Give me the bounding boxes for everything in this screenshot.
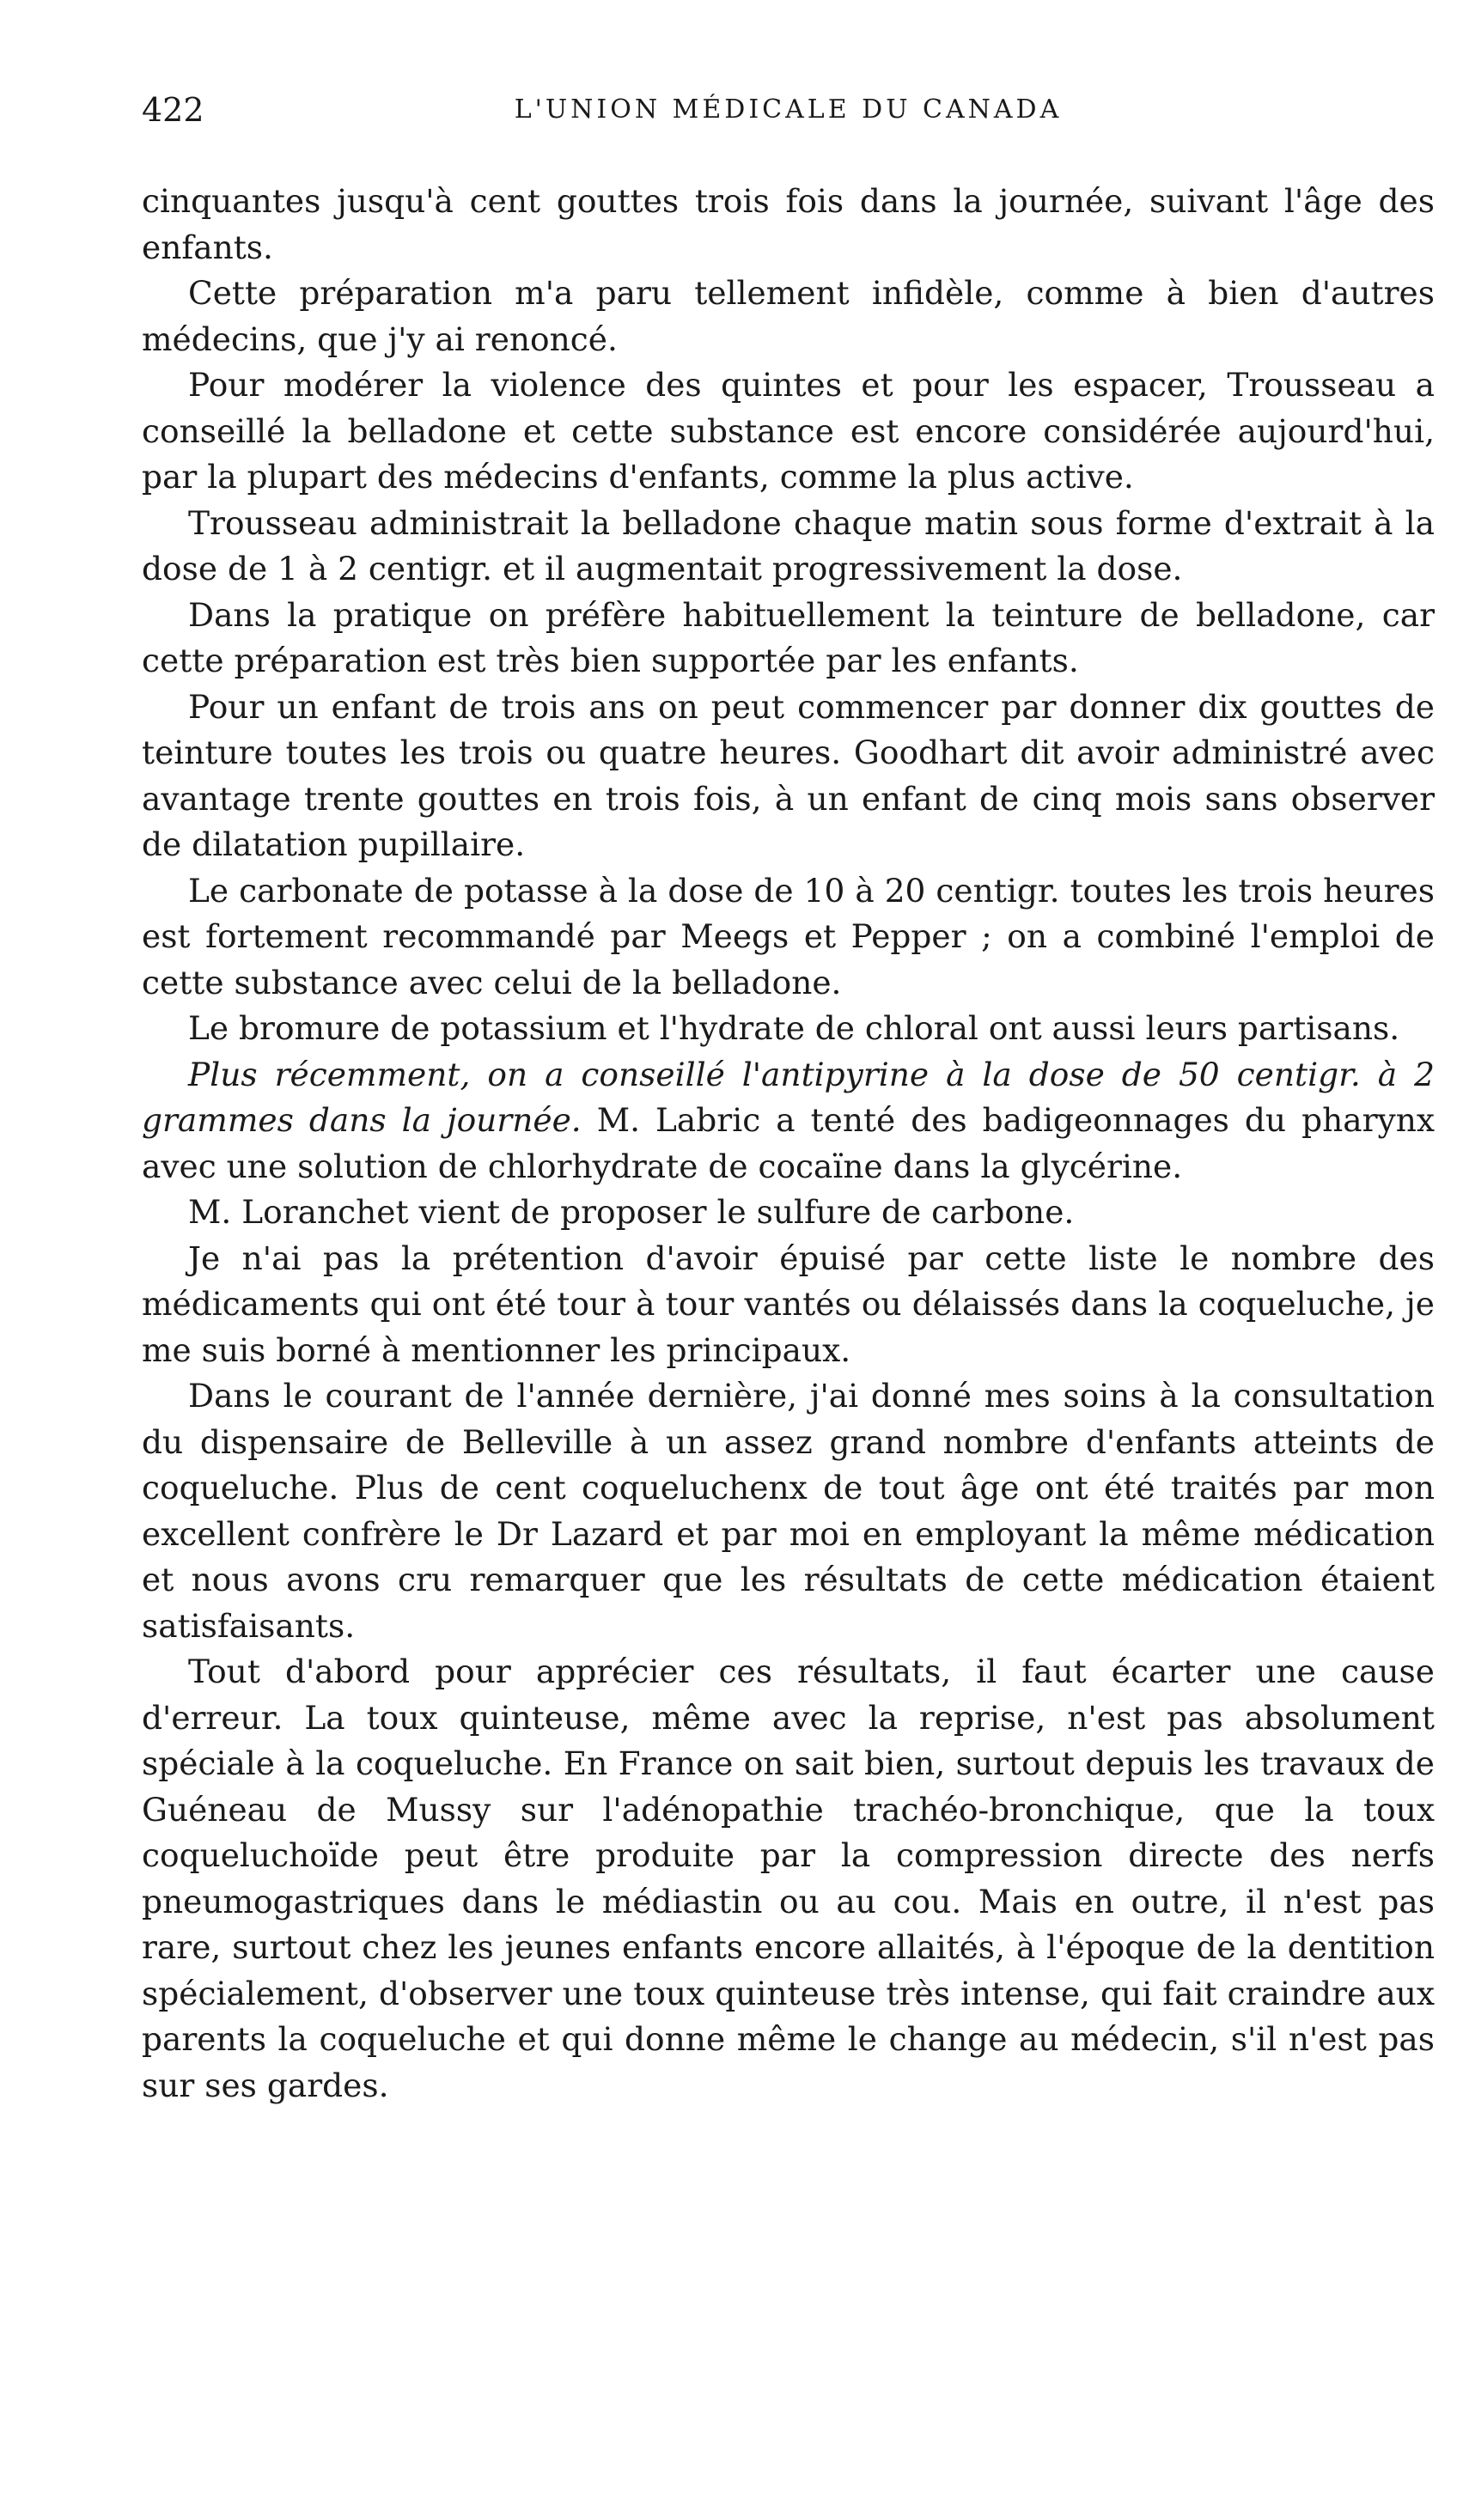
- running-header: [142, 86, 1435, 134]
- paragraph: Je n'ai pas la prétention d'avoir épuisé par cette liste le nombre des médicaments qui ont été tour à tour vantés ou délaissés dans la coqueluche, je me suis borné à mentionner les principaux.: [142, 1239, 1435, 1369]
- paragraph-rest: M. Labric a tenté des badigeonnages du pharynx avec une solution de chlorhydrate de cocaïne dans la glycérine.: [142, 1101, 1435, 1185]
- paragraph: Dans la pratique on préfère habituellement la teinture de belladone, car cette préparation est très bien supportée par les enfants.: [142, 595, 1435, 679]
- body-text: [142, 179, 1435, 2109]
- paragraph: M. Loranchet vient de proposer le sulfure de carbone.: [188, 1193, 1075, 1231]
- paragraph: Tout d'abord pour apprécier ces résultats, il faut écarter une cause d'erreur. La toux quinteuse, même avec la reprise, n'est pas absolument spéciale à la coqueluche. En France on sait bien, surtout depuis les travaux de Guéneau de Mussy sur l'adénopathie trachéo-bronchique, que la toux coqueluchoïde peut être produite par la compression directe des nerfs pneumogastriques dans le médiastin ou au cou. Mais en outre, il n'est pas rare, surtout chez les jeunes enfants encore allaités, à l'époque de la dentition spécialement, d'observer une toux quinteuse très intense, qui fait craindre aux parents la coqueluche et qui donne même le change au médecin, s'il n'est pas sur ses gardes.: [142, 1653, 1435, 2104]
- paragraph: Dans le courant de l'année dernière, j'ai donné mes soins à la consultation du dispensaire de Belleville à un assez grand nombre d'enfants atteints de coqueluche. Plus de cent coqueluchenx de tout âge ont été traités par mon excellent confrère le Dr Lazard et par moi en employant la même médication et nous avons cru remarquer que les résultats de cette médication étaient satisfaisants.: [142, 1377, 1435, 1645]
- italic-lead: Plus récemment, on a conseillé l'antipyrine à la dose de 50 centigr. à 2 grammes dans la journée.: [142, 1055, 1435, 1139]
- journal-title: L'UNION MÉDICALE DU CANADA: [514, 94, 1063, 125]
- paragraph: Pour un enfant de trois ans on peut commencer par donner dix gouttes de teinture toutes les trois ou quatre heures. Goodhart dit avoir administré avec avantage trente gouttes en trois fois, à un enfant de cinq mois sans observer de dilatation pupillaire.: [142, 687, 1435, 863]
- paragraph-antipyrine: [142, 1052, 1435, 1190]
- page-number: 422: [142, 91, 204, 129]
- paragraph-continued: cinquantes jusqu'à cent gouttes trois fois dans la journée, suivant l'âge des enfants.: [142, 182, 1435, 266]
- paragraph: Cette préparation m'a paru tellement infidèle, comme à bien d'autres médecins, que j'y ai renoncé.: [142, 274, 1435, 358]
- paragraph: Trousseau administrait la belladone chaque matin sous forme d'extrait à la dose de 1 à 2 centigr. et il augmentait progressivement la dose.: [142, 503, 1435, 587]
- paragraph: Pour modérer la violence des quintes et pour les espacer, Trousseau a conseillé la belladone et cette substance est encore considérée aujourd'hui, par la plupart des médecins d'enfants, comme la plus active.: [142, 366, 1435, 496]
- paragraph: Le carbonate de potasse à la dose de 10 à 20 centigr. toutes les trois heures est fortement recommandé par Meegs et Pepper ; on a combiné l'emploi de cette substance avec celui de la belladone.: [142, 871, 1435, 1001]
- paragraph: Le bromure de potassium et l'hydrate de chloral ont aussi leurs partisans.: [188, 1009, 1400, 1047]
